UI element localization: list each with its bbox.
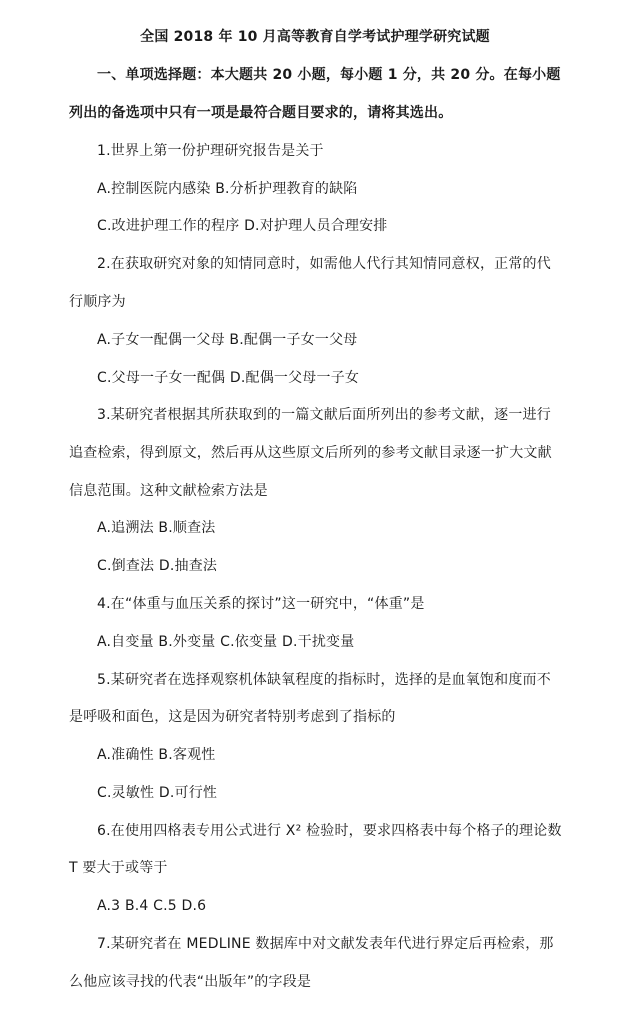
question-3-options-line-2: C.倒查法 D.抽查法 [97,558,218,574]
question-6-options: A.3 B.4 C.5 D.6 [97,898,207,914]
question-7-stem-line-1: 7.某研究者在 MEDLINE 数据库中对文献发表年代进行界定后再检索，那 [97,936,554,952]
question-3-stem-line-3: 信息范围。这种文献检索方法是 [69,483,268,499]
question-5-options-line-2: C.灵敏性 D.可行性 [97,785,218,801]
question-7-stem-line-2: 么他应该寻找的代表“出版年”的字段是 [69,974,312,990]
question-1-stem: 1.世界上第一份护理研究报告是关于 [97,143,324,159]
question-2-stem-line-2: 行顺序为 [69,294,126,310]
question-5-stem-line-2: 是呼吸和面色，这是因为研究者特别考虑到了指标的 [69,709,396,725]
question-3-stem-line-1: 3.某研究者根据其所获取到的一篇文献后面所列出的参考文献，逐一进行 [97,407,551,423]
question-5-options-line-1: A.准确性 B.客观性 [97,747,216,763]
section-instructions-line-1: 一、单项选择题：本大题共 20 小题，每小题 1 分，共 20 分。在每小题 [97,67,561,83]
section-instructions-line-2: 列出的备选项中只有一项是最符合题目要求的，请将其选出。 [69,105,453,121]
question-5-stem-line-1: 5.某研究者在选择观察机体缺氧程度的指标时，选择的是血氧饱和度而不 [97,672,551,688]
question-2-options-line-2: C.父母一子女一配偶 D.配偶一父母一子女 [97,370,360,386]
question-4-stem: 4.在“体重与血压关系的探讨”这一研究中，“体重”是 [97,596,425,612]
question-3-stem-line-2: 追查检索，得到原文，然后再从这些原文后所列的参考文献目录逐一扩大文献 [69,445,552,461]
question-1-options-line-1: A.控制医院内感染 B.分析护理教育的缺陷 [97,181,358,197]
question-6-stem-line-2: T 要大于或等于 [69,860,168,876]
question-3-options-line-1: A.追溯法 B.顺查法 [97,520,216,536]
question-1-options-line-2: C.改进护理工作的程序 D.对护理人员合理安排 [97,218,388,234]
question-4-options: A.自变量 B.外变量 C.依变量 D.干扰变量 [97,634,355,650]
question-6-stem-line-1: 6.在使用四格表专用公式进行 X² 检验时，要求四格表中每个格子的理论数 [97,823,562,839]
question-2-stem-line-1: 2.在获取研究对象的知情同意时，如需他人代行其知情同意权，正常的代 [97,256,551,272]
exam-title: 全国 2018 年 10 月高等教育自学考试护理学研究试题 [140,29,490,45]
question-2-options-line-1: A.子女一配偶一父母 B.配偶一子女一父母 [97,332,358,348]
